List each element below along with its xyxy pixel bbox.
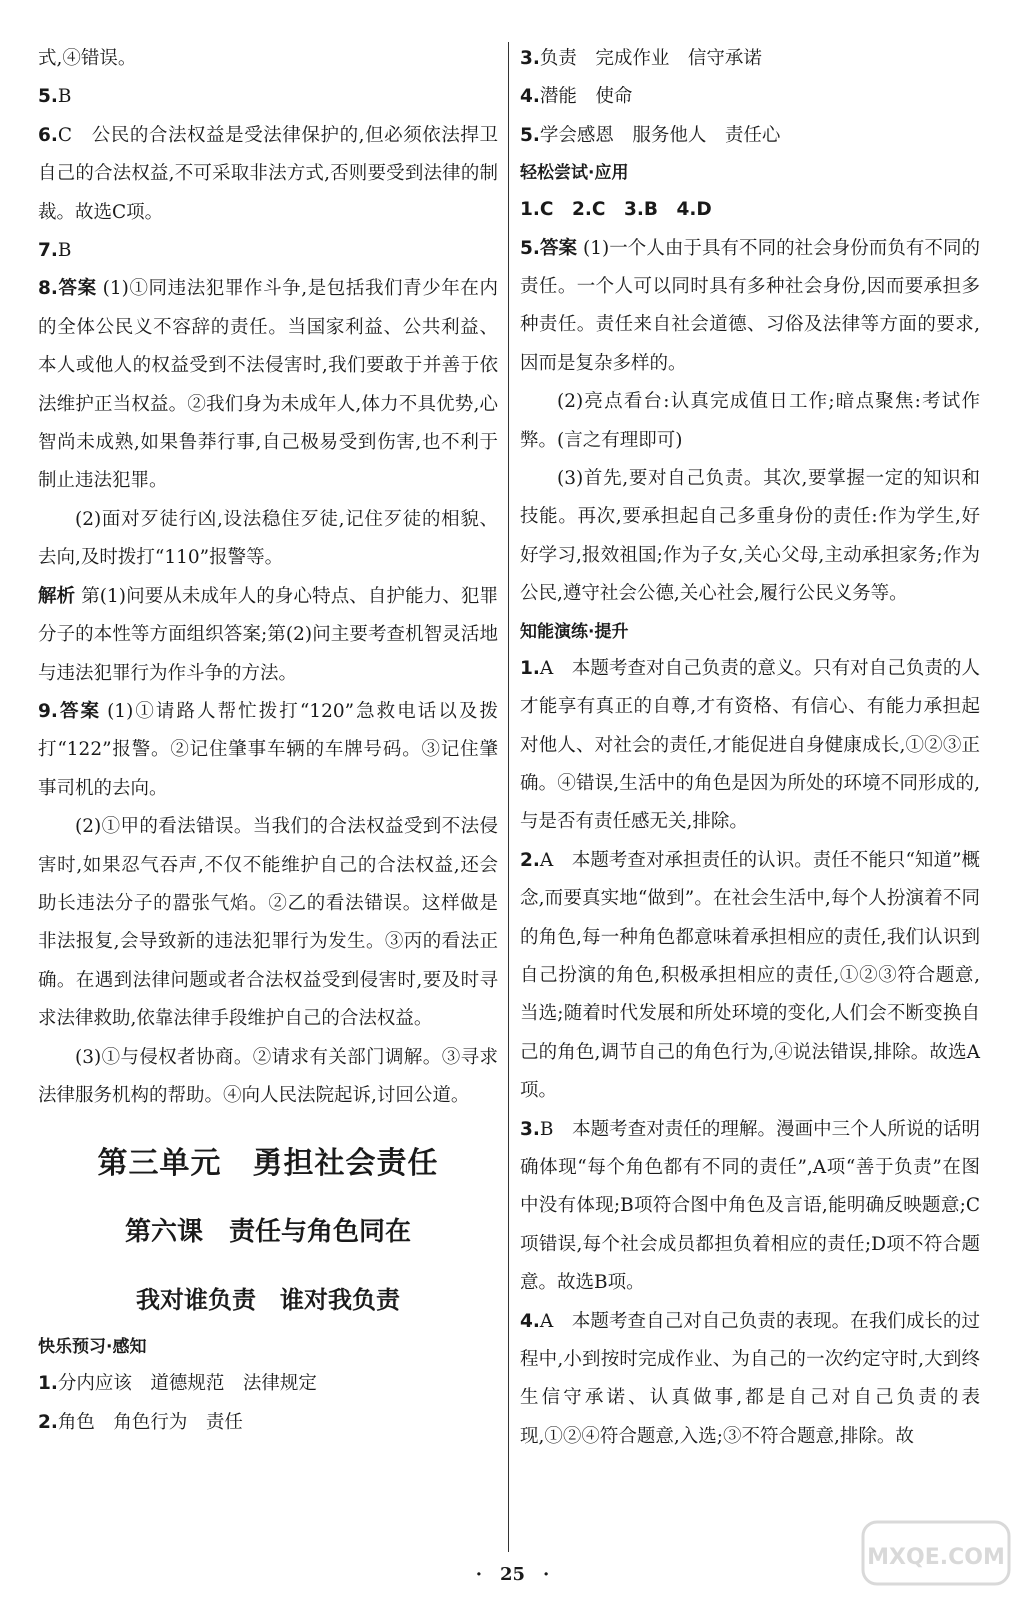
try-answers-1-4: 1.C 2.C 3.B 4.D: [520, 199, 712, 221]
try-heading: 轻松尝试·应用: [520, 163, 629, 184]
answer-6: [38, 117, 498, 232]
left-column: [38, 40, 498, 1442]
item-number: 4.: [520, 86, 540, 108]
drill-3: [520, 1111, 980, 1303]
item-text: 学会感恩 服务他人 责任心: [539, 124, 781, 146]
item-text: 负责 完成作业 信守承诺: [539, 48, 762, 69]
item-text: A 本题考查对承担责任的认识。责任不能只“知道”概念,而要真实地“做到”。在社会生活中,每个人扮演着不同的角色,每一种角色都意味着承担相应的责任,我们认识到自己扮演的角色,积极承担相应的责任,①②③符合题意,当选;随着时代发展和所处环境的变化,人们会不断变换自己的角色,调节自己的角色行为,④说法错误,排除。故选A项。: [520, 849, 980, 1102]
item-number: 6.: [38, 124, 58, 146]
watermark-text: MXQE.COM: [867, 1545, 1005, 1570]
preview-2: [38, 1404, 498, 1442]
drill-2: [520, 842, 980, 1111]
answer-8-part-2: (2)面对歹徒行凶,设法稳住歹徒,记住歹徒的相貌、去向,及时拨打“110”报警等。: [38, 508, 498, 569]
analysis-text: 第(1)问要从未成年人的身心特点、自护能力、犯罪分子的本性等方面组织答案;第(2)问主要考查机智灵活地与违法犯罪行为作斗争的方法。: [38, 585, 498, 684]
item-text: 潜能 使命: [539, 86, 633, 108]
try-answer-5-part-2: (2)亮点看台:认真完成值日工作;暗点聚焦:考试作弊。(言之有理即可): [520, 391, 980, 451]
analysis-label: 解析: [38, 585, 76, 607]
item-text: 角色 角色行为 责任: [57, 1411, 243, 1433]
watermark-logo: [861, 1518, 1011, 1592]
section-title: 我对谁负责 谁对我负责: [136, 1286, 400, 1315]
item-text: B: [57, 86, 72, 108]
preview-1: [38, 1365, 498, 1403]
answer-7: [38, 232, 498, 270]
item-text: (1)①同违法犯罪作斗争,是包括我们青少年在内的全体公民义不容辞的责任。当国家利益、公共利益、本人或他人的权益受到不法侵害时,我们要敢于并善于依法维护正当权益。②我们身为未成年人,体力不具优势,心智尚未成熟,如果鲁莽行事,自己极易受到伤害,也不利于制止违法犯罪。: [38, 278, 498, 492]
item-text: B: [57, 240, 72, 262]
item-number: 8.: [38, 278, 58, 300]
item-number: 2.: [520, 849, 540, 871]
answer-9-part-2: (2)①甲的看法错误。当我们的合法权益受到不法侵害时,如果忍气吞声,不仅不能维护自己的合法权益,还会助长违法分子的嚣张气焰。②乙的看法错误。这样做是非法报复,会导致新的违法犯罪行为发生。③丙的看法正确。在遇到法律问题或者合法权益受到侵害时,要及时寻求法律救助,依靠法律手段维护自己的合法权益。: [38, 816, 498, 1030]
drill-1: [520, 650, 980, 842]
preview-heading: 快乐预习·感知: [38, 1337, 147, 1358]
answer-label: 答案: [57, 700, 102, 722]
item-number: 2.: [38, 1411, 58, 1433]
item-text: (1)①请路人帮忙拨打“120”急救电话以及拨打“122”报警。②记住肇事车辆的车牌号码。③记住肇事司机的去向。: [38, 700, 498, 799]
item-number: 9.: [38, 700, 58, 722]
unit-title: 第三单元 勇担社会责任: [97, 1146, 439, 1182]
preview-5: [520, 117, 980, 155]
item-number: 5.: [38, 86, 58, 108]
analysis-8: [38, 578, 498, 693]
answer-5: [38, 78, 498, 116]
item-number: 4.: [520, 1310, 540, 1332]
answer-continuation: 式,④错误。: [38, 48, 137, 69]
item-number: 1.: [520, 657, 540, 679]
item-text: (1)一个人由于具有不同的社会身份而负有不同的责任。一个人可以同时具有多种社会身份,因而要承担多种责任。责任来自社会道德、习俗及法律等方面的要求,因而是复杂多样的。: [520, 237, 980, 374]
try-answer-5-part-3: (3)首先,要对自己负责。其次,要掌握一定的知识和技能。再次,要承担起自己多重身份的责任:作为学生,好好学习,报效祖国;作为子女,关心父母,主动承担家务;作为公民,遵守社会公德,关心社会,履行公民义务等。: [520, 468, 980, 605]
drill-heading: 知能演练·提升: [520, 621, 629, 642]
item-text: A 本题考查对自己负责的意义。只有对自己负责的人才能享有真正的自尊,才有资格、有信心、有能力承担起对他人、对社会的责任,才能促进自身健康成长,①②③正确。④错误,生活中的角色是因为所处的环境不同形成的,与是否有责任感无关,排除。: [520, 657, 980, 833]
item-text: 分内应该 道德规范 法律规定: [57, 1373, 317, 1395]
item-number: 5.: [520, 124, 540, 146]
page-number: · 25 ·: [475, 1564, 550, 1585]
preview-4: [520, 78, 980, 116]
item-number: 5.: [520, 237, 540, 259]
answer-8-part-1: [38, 270, 498, 500]
item-number: 3.: [520, 1118, 540, 1140]
column-divider: [508, 42, 509, 1552]
answer-9-part-3: (3)①与侵权者协商。②请求有关部门调解。③寻求法律服务机构的帮助。④向人民法院起诉,讨回公道。: [38, 1046, 498, 1106]
item-number: 3.: [520, 48, 540, 69]
item-number: 7.: [38, 240, 58, 262]
answer-label: 答案: [57, 278, 97, 300]
answer-label: 答案: [539, 237, 578, 259]
try-answer-5-part-1: [520, 230, 980, 384]
item-number: 1.: [38, 1373, 58, 1395]
lesson-title: 第六课 责任与角色同在: [124, 1217, 411, 1248]
preview-3: [520, 40, 980, 78]
right-column: [520, 40, 980, 1456]
drill-4: [520, 1303, 980, 1457]
item-text: C 公民的合法权益是受法律保护的,但必须依法捍卫自己的合法权益,不可采取非法方式,否则要受到法律的制裁。故选C项。: [38, 124, 498, 223]
item-text: B 本题考查对责任的理解。漫画中三个人所说的话明确体现“每个角色都有不同的责任”,A项“善于负责”在图中没有体现;B项符合图中角色及言语,能明确反映题意;C项错误,每个社会成员都担负着相应的责任;D项不符合题意。故选B项。: [520, 1118, 980, 1294]
item-text: A 本题考查自己对自己负责的表现。在我们成长的过程中,小到按时完成作业、为自己的一次约定守时,大到终生信守承诺、认真做事,都是自己对自己负责的表现,①②④符合题意,入选;③不符合题意,排除。故: [520, 1310, 980, 1447]
answer-9-part-1: [38, 693, 498, 808]
